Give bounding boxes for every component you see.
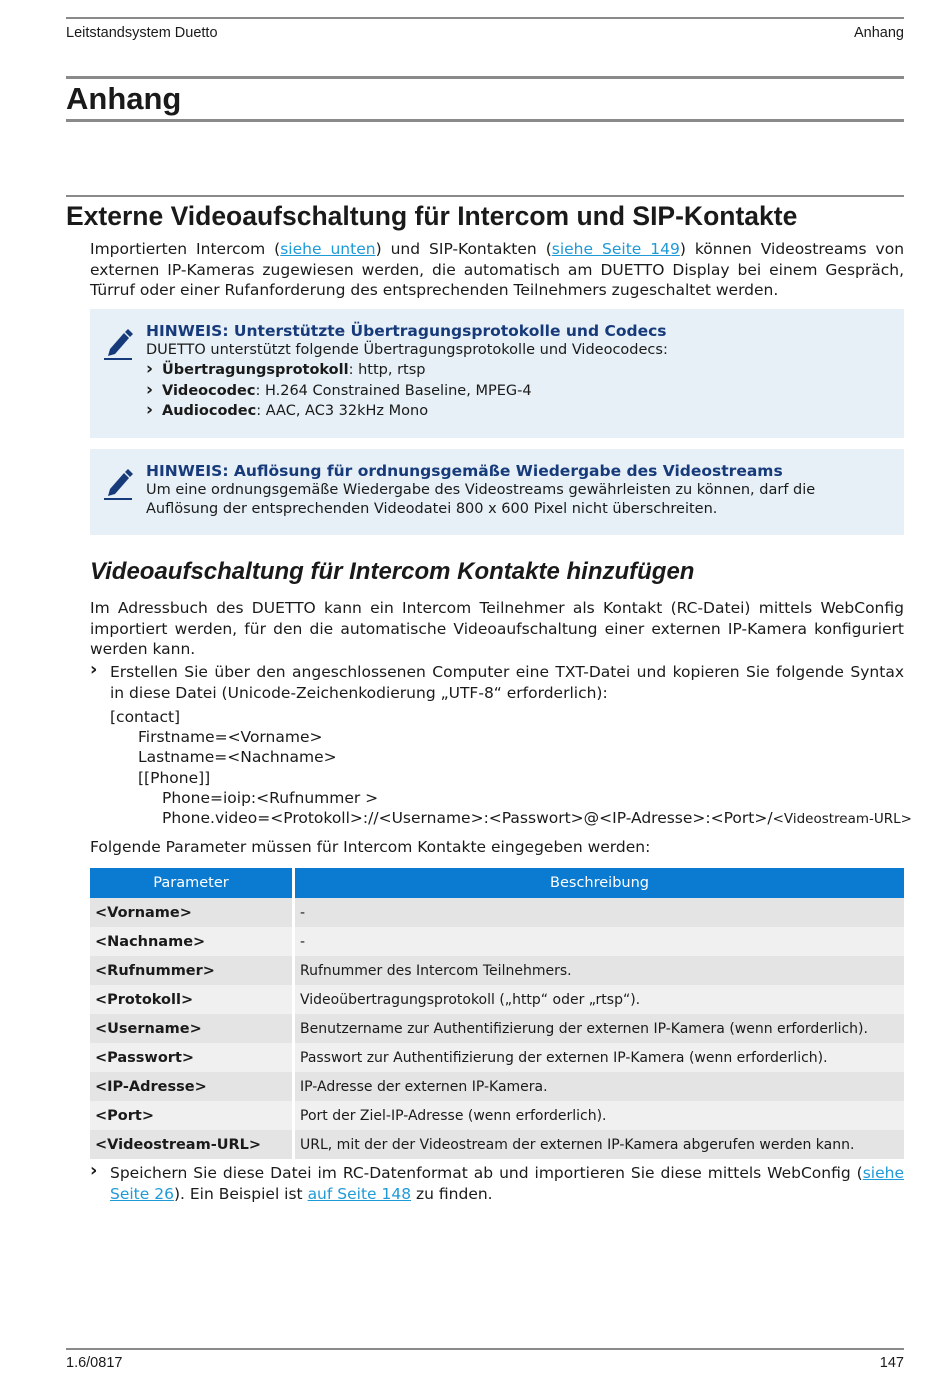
param-name: <Nachname> bbox=[90, 927, 295, 956]
code-text-small: <Videostream-URL> bbox=[772, 811, 912, 827]
step-text-part: ). Ein Beispiel ist bbox=[173, 1184, 308, 1203]
item-label: Audiocodec bbox=[162, 403, 257, 419]
table-row bbox=[90, 927, 904, 956]
code-text: Phone.video=<Protokoll>://<Username>:<Passwort>@<IP-Adresse>:<Port>/ bbox=[162, 809, 773, 827]
chapter-heading bbox=[66, 76, 904, 122]
pencil-icon bbox=[102, 327, 134, 361]
step-text: Erstellen Sie über den angeschlossenen Computer eine TXT-Datei und kopieren Sie folgende Syntax in diese Datei (Unicode-Zeichenkodierung „UTF-8“ erforderlich): bbox=[110, 663, 904, 702]
note-resolution bbox=[90, 449, 904, 535]
subsection-title: Videoaufschaltung für Intercom Kontakte hinzufügen bbox=[90, 558, 695, 585]
header-document-title: Leitstandsystem Duetto bbox=[66, 25, 218, 41]
item-value: : H.264 Constrained Baseline, MPEG-4 bbox=[255, 382, 532, 399]
table-row bbox=[90, 1101, 904, 1130]
link-siehe-seite-26[interactable]: siehe Seite 26 bbox=[110, 1164, 904, 1203]
table-row bbox=[90, 1043, 904, 1072]
item-label: Videocodec bbox=[162, 382, 256, 399]
param-description: Passwort zur Authentifizierung der externen IP-Kamera (wenn erforderlich). bbox=[295, 1043, 904, 1072]
page-header bbox=[66, 17, 904, 47]
intro-paragraph bbox=[90, 239, 904, 301]
code-line: Phone=ioip:<Rufnummer > bbox=[162, 789, 379, 807]
param-description: URL, mit der der Videostream der externen IP-Kamera abgerufen werden kann. bbox=[295, 1130, 904, 1159]
note-list bbox=[146, 360, 888, 422]
param-name: <Vorname> bbox=[90, 898, 295, 927]
item-label: Übertragungsprotokoll bbox=[162, 362, 349, 378]
param-name: <Port> bbox=[90, 1101, 295, 1130]
param-name: <Protokoll> bbox=[90, 985, 295, 1014]
step-save-import bbox=[90, 1160, 904, 1204]
param-description: - bbox=[295, 927, 904, 956]
table-row bbox=[90, 1130, 904, 1159]
section-title: Externe Videoaufschaltung für Intercom und SIP-Kontakte bbox=[66, 201, 798, 231]
intro-text: Importierten Intercom ( bbox=[90, 240, 281, 258]
link-siehe-seite-149[interactable]: siehe Seite 149 bbox=[551, 240, 680, 258]
table-intro: Folgende Parameter müssen für Intercom Kontakte eingegeben werden: bbox=[90, 838, 651, 856]
chapter-title: Anhang bbox=[66, 81, 182, 116]
param-name: <IP-Adresse> bbox=[90, 1072, 295, 1101]
page-footer bbox=[66, 1348, 904, 1373]
link-auf-seite-148[interactable]: auf Seite 148 bbox=[307, 1184, 412, 1203]
item-value: : AAC, AC3 32kHz Mono bbox=[256, 403, 429, 419]
table-row bbox=[90, 956, 904, 985]
note-text: DUETTO unterstützt folgende Übertragungsprotokolle und Videocodecs: bbox=[146, 342, 668, 358]
note-title: HINWEIS: Unterstützte Übertragungsprotokolle und Codecs bbox=[146, 322, 667, 340]
section-divider bbox=[66, 195, 904, 197]
table-header-row bbox=[90, 868, 904, 898]
param-description: - bbox=[295, 898, 904, 927]
chevron-right-icon: › bbox=[90, 1160, 98, 1181]
code-line: Firstname=<Vorname> bbox=[138, 728, 323, 746]
list-item bbox=[146, 360, 888, 381]
param-name: <Passwort> bbox=[90, 1043, 295, 1072]
param-name: <Rufnummer> bbox=[90, 956, 295, 985]
subsection-paragraph: Im Adressbuch des DUETTO kann ein Intercom Teilnehmer als Kontakt (RC-Datei) mittels WebConfig importiert werden, für den die automatische Videoaufschaltung einer externen IP-Kamera konfiguriert werden kann. bbox=[90, 599, 904, 658]
item-value: : http, rtsp bbox=[348, 362, 426, 378]
step-text-part: Speichern Sie diese Datei im RC-Datenformat ab und importieren Sie diese mittels WebConfig ( bbox=[110, 1164, 863, 1182]
param-name: <Videostream-URL> bbox=[90, 1130, 295, 1159]
chevron-right-icon: › bbox=[90, 659, 98, 680]
column-header-parameter: Parameter bbox=[90, 868, 295, 898]
step-text-part: zu finden. bbox=[411, 1184, 493, 1203]
page-number: 147 bbox=[879, 1355, 904, 1371]
intro-text: ) und SIP-Kontakten ( bbox=[375, 240, 552, 258]
param-description: Port der Ziel-IP-Adresse (wenn erforderlich). bbox=[295, 1101, 904, 1130]
note-text: Um eine ordnungsgemäße Wiedergabe des Videostreams gewährleisten zu können, darf die Auflösung der entsprechenden Videodatei 800 x 600 Pixel nicht überschreiten. bbox=[146, 482, 816, 517]
step-text bbox=[110, 1163, 904, 1204]
note-protocols bbox=[90, 309, 904, 438]
param-description: Benutzername zur Authentifizierung der externen IP-Kamera (wenn erforderlich). bbox=[295, 1014, 904, 1043]
intro-text: ) können Videostreams von externen IP-Kameras zugewiesen werden, die automatisch am DUETTO Display bei einem Gespräch, Türruf oder einer Rufanforderung des entsprechenden Teilnehmers zugeschaltet werden. bbox=[90, 240, 905, 299]
step-create-file bbox=[90, 659, 904, 703]
param-description: Videoübertragungsprotokoll („http“ oder „rtsp“). bbox=[295, 985, 904, 1014]
code-line: [[Phone]] bbox=[138, 769, 211, 787]
note-title: HINWEIS: Auflösung für ordnungsgemäße Wiedergabe des Videostreams bbox=[146, 462, 783, 480]
code-line: [contact] bbox=[110, 708, 181, 726]
code-line: Lastname=<Nachname> bbox=[138, 748, 337, 766]
footer-version: 1.6/0817 bbox=[66, 1355, 123, 1371]
param-description: IP-Adresse der externen IP-Kamera. bbox=[295, 1072, 904, 1101]
table-row bbox=[90, 985, 904, 1014]
parameter-table bbox=[90, 868, 904, 1159]
code-line bbox=[162, 808, 912, 829]
table-row bbox=[90, 898, 904, 927]
table-row bbox=[90, 1072, 904, 1101]
param-name: <Username> bbox=[90, 1014, 295, 1043]
list-item bbox=[146, 381, 888, 402]
list-item bbox=[146, 401, 888, 422]
link-siehe-unten[interactable]: siehe unten bbox=[280, 240, 376, 258]
pencil-icon bbox=[102, 467, 134, 501]
header-chapter: Anhang bbox=[854, 25, 904, 41]
param-description: Rufnummer des Intercom Teilnehmers. bbox=[295, 956, 904, 985]
column-header-description: Beschreibung bbox=[295, 868, 904, 898]
table-row bbox=[90, 1014, 904, 1043]
